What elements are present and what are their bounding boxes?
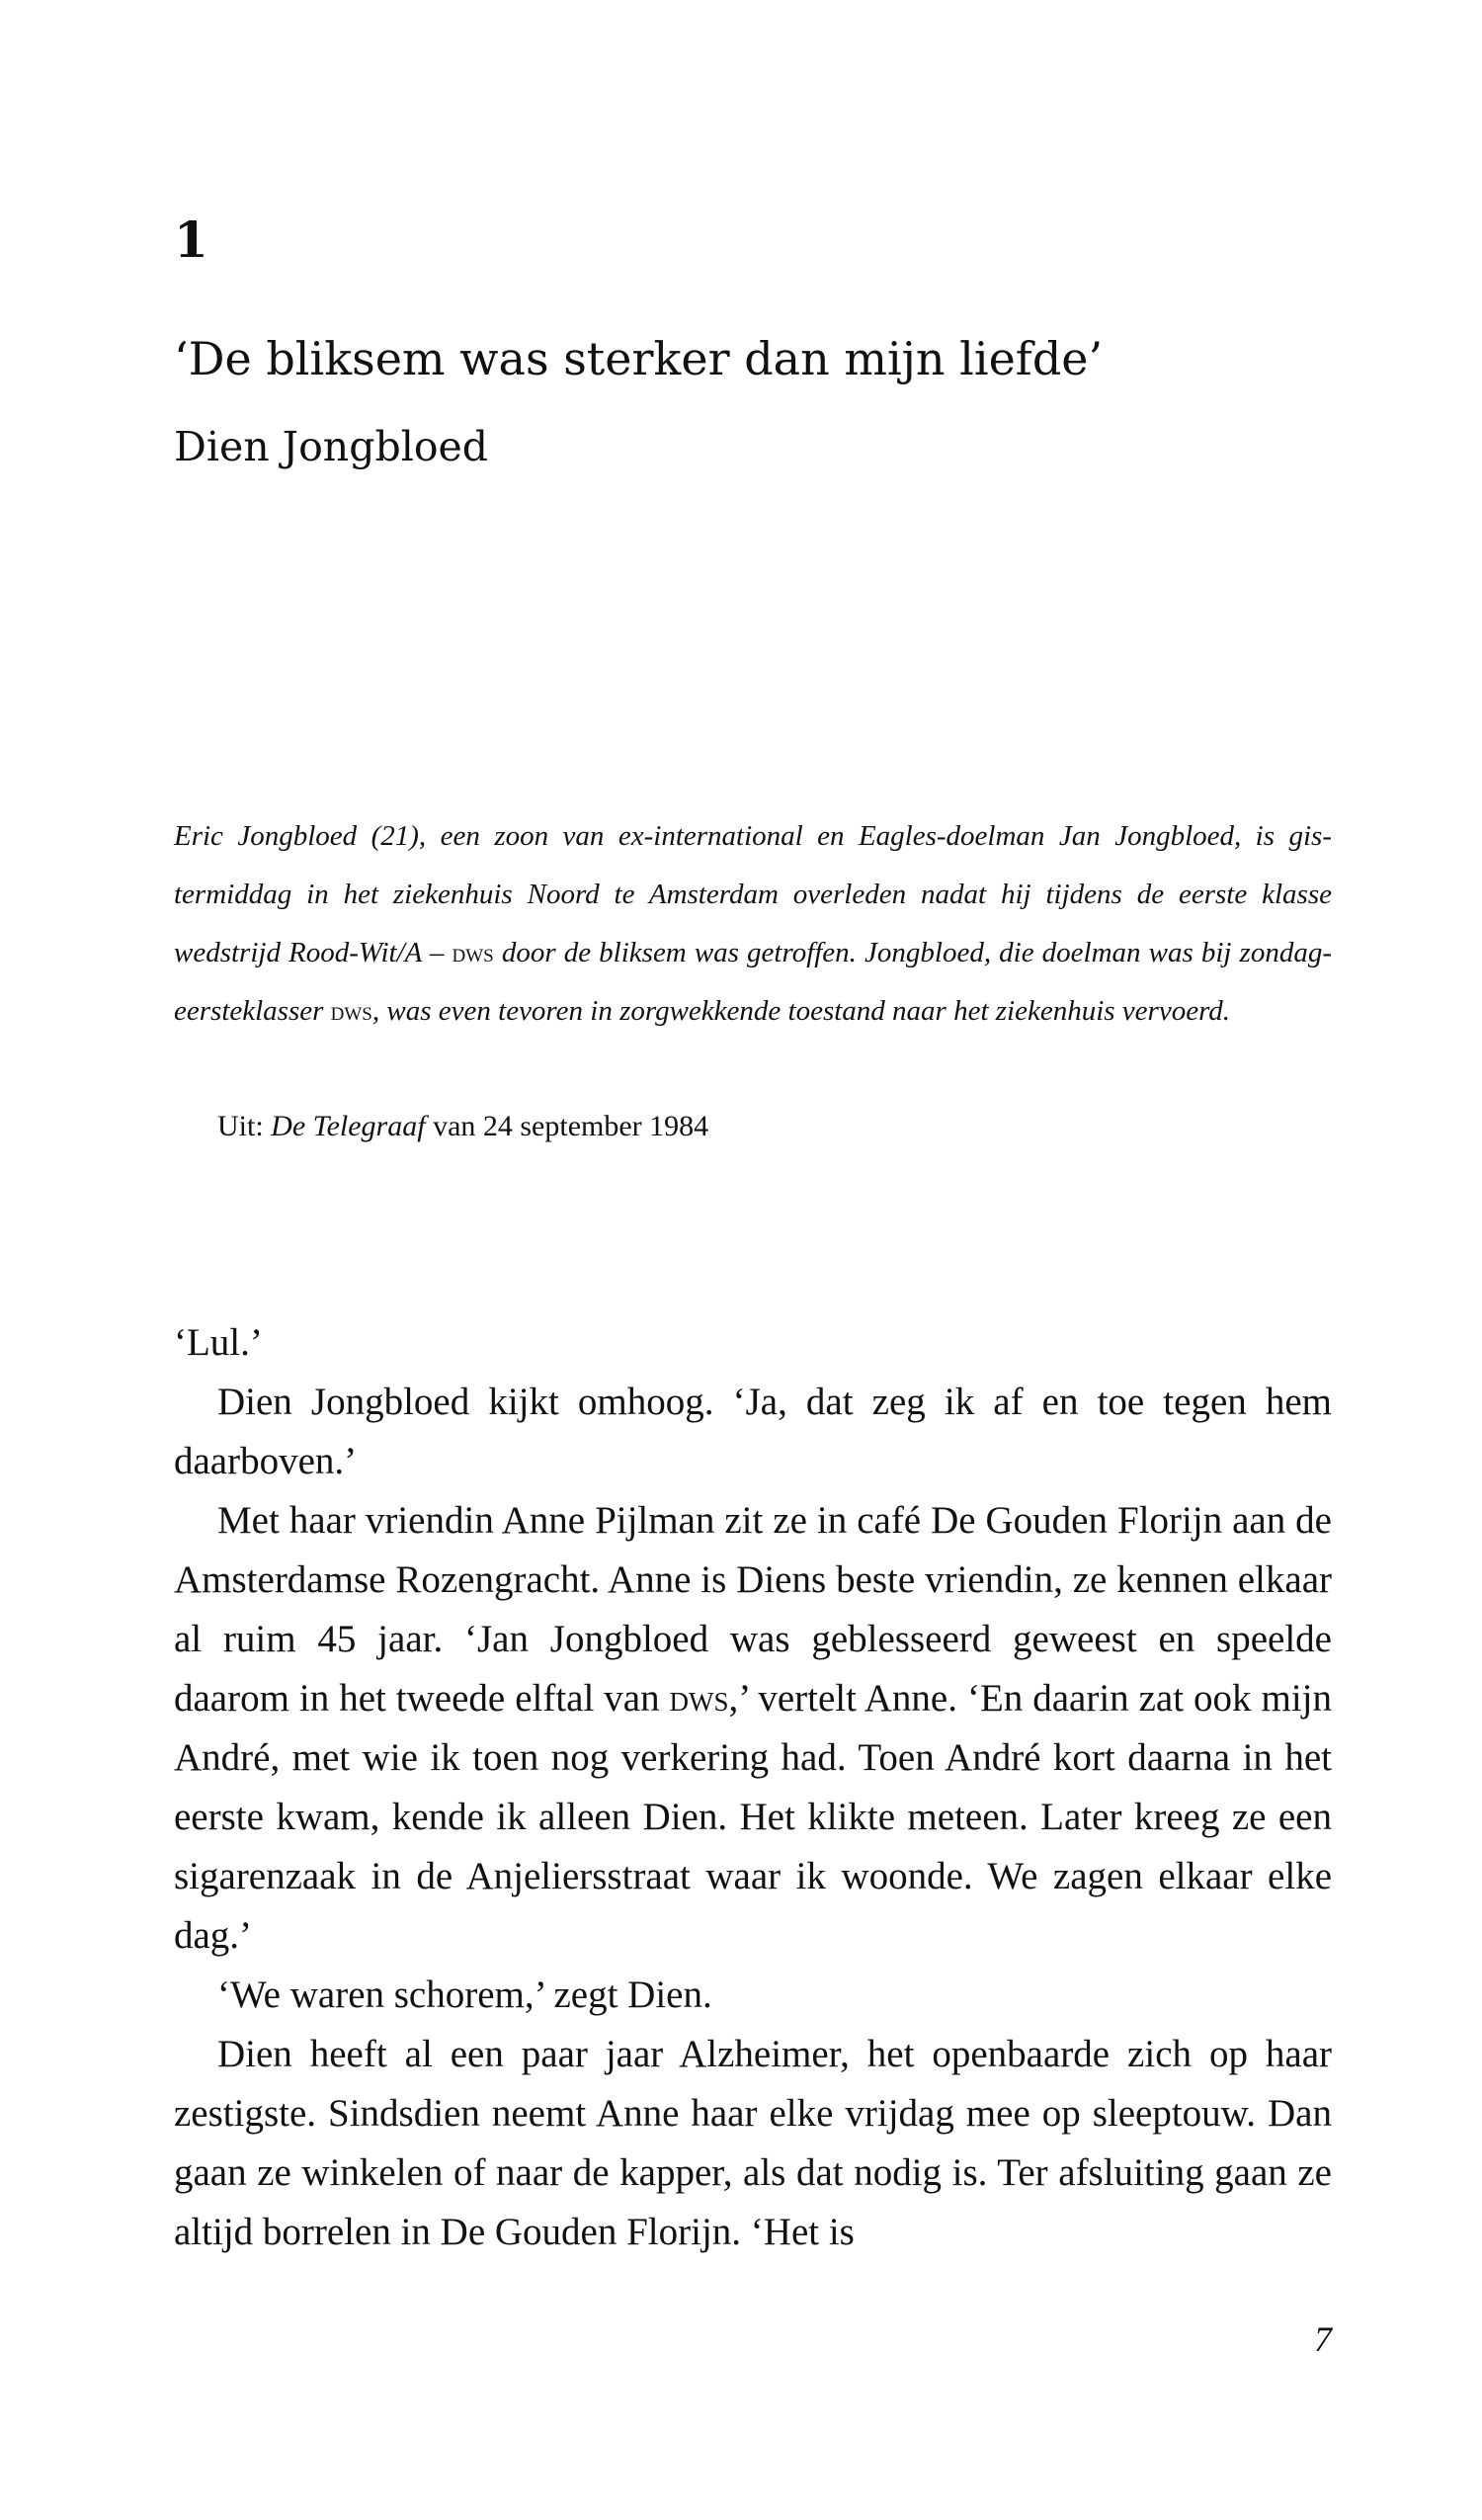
epigraph-quote (174, 807, 1332, 1041)
club-name: dws (669, 1677, 729, 1720)
chapter-title: ‘De bliksem was sterker dan mijn liefde’ (174, 332, 1104, 385)
epigraph-text-1: Eric Jongbloed (21), een zoon van ex-international en Eagles-doelman Jan Jongbloed, is gistermiddag in het ziekenhuis Noord te Amsterdam overleden nadat hij tijdens de eerste klasse wedstrijd Rood-Wit/A – (174, 820, 1332, 968)
epigraph-text-3: , was even tevoren in zorgwekkende toestand naar het ziekenhuis vervoerd. (371, 995, 1231, 1027)
paragraph: Dien Jongbloed kijkt omhoog. ‘Ja, dat zeg ik af en toe tegen hem daarboven.’ (174, 1381, 1332, 1482)
epigraph-source (217, 1109, 708, 1144)
chapter-author: Dien Jongbloed (174, 423, 489, 470)
paragraph: ‘Lul.’ (174, 1321, 263, 1364)
source-date: van 24 september 1984 (425, 1110, 709, 1142)
epigraph-text-2: door de bliksem was getroffen. Jongbloed, die doelman was bij zondag-eersteklasser (174, 937, 1332, 1027)
page-number: 7 (1314, 2319, 1332, 2359)
paragraph-text: ,’ vertelt Anne. ‘En daarin zat ook mijn André, met wie ik toen nog verkering had. Toen André kort daarna in het eerste kwam, kende ik alleen Dien. Het klikte meteen. Later kreeg ze een sigarenzaak in de Anjeliersstraat waar ik woonde. We zagen elkaar elke dag.’ (174, 1677, 1333, 1957)
source-prefix: Uit: (217, 1110, 272, 1142)
body-text (174, 1313, 1332, 2262)
chapter-number: 1 (174, 210, 208, 269)
paragraph (174, 1491, 1332, 1966)
epigraph-club-name: dws (330, 996, 372, 1026)
source-publication: De Telegraaf (271, 1110, 426, 1142)
paragraph: ‘We waren schorem,’ zegt Dien. (217, 1974, 712, 2016)
paragraph: Dien heeft al een paar jaar Alzheimer, het openbaarde zich op haar zestigste. Sindsdien neemt Anne haar elke vrijdag mee op sleeptouw. Dan gaan ze winkelen of naar de kapper, als dat nodig is. Ter afsluiting gaan ze altijd borrelen in De Gouden Florijn. ‘Het is (174, 2033, 1332, 2253)
paragraph-text: Met haar vriendin Anne Pijlman zit ze in café De Gouden Florijn aan de Amsterdamse Rozengracht. Anne is Diens beste vriendin, ze kennen elkaar al ruim 45 jaar. ‘Jan Jongbloed was geblesseerd geweest en speelde daarom in het tweede elftal van (174, 1499, 1332, 1720)
epigraph-club-name: dws (452, 938, 494, 967)
